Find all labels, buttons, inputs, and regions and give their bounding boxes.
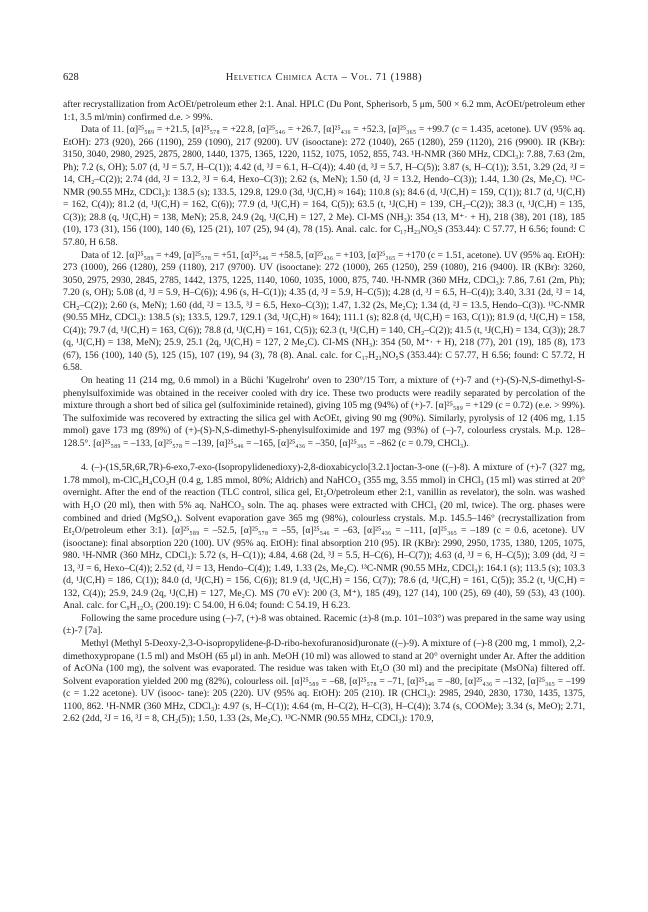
text-line: in the same way using (±)-7 [7a]. [63,612,585,637]
text-line: ¹H-NMR (360 MHz, CDCl₃): 7.86, 7.61 (2m, Ph); 7.20 (s, OH); 5.08 (d, ³J = 5.9, H–C(6)); 4.96 (s, H–C(1)); 4.35 [63,274,586,299]
text-line: MeO); 2.71, 2.62 (2dd, ²J = 16, ³J = 8, CH₂(5)); 1.50, 1.33 (2s, Me₂C). ¹³C-NMR (90.55 MHz, CDCl₃): 170.9, [63,700,586,725]
text-line: H–C(4)); 4.40 (d, ³J = 5.7, H–C(5)); 3.87 (s, H–C(1)); 3.51, 3.29 (2d, ³J = 14, CH₂–C(2)); 2.74 (dd, ²J = 13.2, [63,161,586,186]
article-body [63,99,585,726]
text-line: (d, ³J = 5.9, H–C(5)); 4.28 (d, ³J = 6.5, H–C(4)); 3.40, 3.31 (2d, ²J = 14, CH₂–C(2)); 2.60 (s, MeN); 1.60 (dd, [63,287,585,311]
text-line: Data of 12. [α]²⁵₅₈₉ = +49, [α]²⁵₅₇₈ = +51, [α]²⁵₅₄₆ = +58.5, [α]²⁵₄₃₆ = +103, [α]²⁵₃₆₅ = +170 (c = 1.51, acetone). UV [81,249,518,261]
text-line: giving 105 mg (94%) of (+)-7. [α]²⁵₅₈₉ = +129 (c = 0.72) (e.e. > 99%). The sulfoximide was recovered by extracting [63,400,586,424]
text-line: Et₂O/petroleum ether 2:1, vanillin as revelator), the soln. was washed with H₂O (20 ml), then with 5% aq. [63,487,585,511]
text-line: 4. (–)-(1S,5R,6R,7R)-6-exo,7-exo-(Isopropylidenedioxy)-2,8-dioxabicyclo[3.2.1]octan-3-one ((–)-8). A [81,462,480,474]
paragraph-racemic [63,613,585,638]
paragraph-section-4 [63,462,585,613]
text-line: CI-MS (NH₃): 354 (50, M⁺· + H), 218 (77), 201 (19), 185 (8), 173 (67), 156 (100), 140 (5), 125 (15), 107 (19), 94 (3), [63,337,585,361]
paragraph-data-11 [63,124,585,249]
text-line: On heating 11 (214 mg, 0.6 mmol) in a Büchi 'Kugelrohr' oven to 230°/15 Torr, a mixture of (+)-7 and [81,375,489,387]
text-line: mixture of (+)-7 (327 mg, 1.78 mmol), m-ClC₆H₄CO₃H (0.4 g, 1.85 mmol, 80%; Aldrich) and NaHCO₃ (355 mg, [63,462,586,486]
page-number: 628 [63,72,79,83]
paragraph-data-12 [63,250,585,375]
text-line: at 20° overnight under Ar. After the addition of AcONa (100 mg), the solvent was evaporated. The residue was [63,650,586,675]
text-line: tane): 205 (220). UV (95% aq. EtOH): 205 (210). IR (CHCl₃): 2985, 2940, 2830, 1730, 1435, 1375, 1100, 862. [63,688,585,712]
text-line: 2990, 2950, 1735, 1380, 1205, 1075, 980. ¹H-NMR (360 MHz, CDCl₃): 5.72 (s, H–C(1)); 4.84, 4.68 (2d, ³J = 5.5, [63,537,585,562]
text-line: ¹J(C,H) = 162, C(4)); 81.2 (d, ¹J(C,H) = 162, C(6)); 77.9 (d, ¹J(C,H) = 164, C(5)); 63.5 (t, ¹J(C,H) = 139, [63,186,585,211]
text-line: [α]²⁵₅₈₉ = –133, [α]²⁵₅₇₈ = –139, [α]²⁵₅₄₆ = –165, [α]²⁵₄₃₆ = –350, [α]²⁵₃₆₅ = –862 (c = 0.79, CHCl₃). [93,437,469,449]
text-line: taken with Et₂O (30 ml) and the precipitate (MsONa) filtered off. Solvent evaporation yielded 200 mg (82%), [63,663,586,687]
text-line: 78 (15). Anal. calc. for C₁₇H₂₃NO₅S (353.44): C 57.77, H 6.56; found: C 57.80, H 6.58. [63,224,586,249]
text-line: 743. ¹H-NMR (360 MHz, CDCl₃): 7.88, 7.63 (2m, Ph); 7.2 (s, OH); 5.07 (d, ³J = 5.7, H–C(1)); 4.42 (d, ³J = 6.1, [63,149,585,173]
text-line: Et₂O/petroleum ether 3:1). [α]²⁵₅₈₉ = –52.5, [α]²⁵₅₇₈ = –55, [α]²⁵₅₄₆ = –63, [α]²⁵₄₃₆ = –111, [α]²⁵₃₆₅ = –189 (c = 0.6, [63,525,529,537]
text-line: 25.9, 24.9 (2q, ¹J(C,H) = 127, Me₂C). MS (70 eV): 200 (3, M⁺), 185 (49), 127 (14), 100 (25), 69 (40), 59 (53), 43 [109,587,559,599]
text-line: (95% aq. EtOH): 273 (1000), 266 (1280), 259 (1180), 217 (9700). UV (isooctane): 272 (1000), 265 (1250), 259 (1080), [63,249,585,274]
journal-running-title: Helvetica Chimica Acta – Vol. 71 (1988) [225,72,423,83]
text-line: CDCl₃): 138.5 (s); 133.5, 129.8, 129.0 (3d, ¹J(C,H) ≈ 164); 110.8 (s); 84.6 (d, ¹J(C,H) = 159, C(1)); 81.7 (d, [139,186,554,198]
text-line: Following the same procedure using (–)-7, (+)-8 was obtained. Racemic (±)-8 (m.p. 101–103°) was prepared [81,612,498,624]
text-line: CI-MS (NH₃): 354 (13, M⁺· + H), 218 (38), 201 (18), 185 (10), 173 (31), 156 (100), 140 (6), 125 (21), 107 (25), 94 (4), [63,211,585,236]
text-line: ¹H-NMR (360 MHz, CDCl₃): 4.97 (s, H–C(1)); 4.64 (m, H–C(2), H–C(3), H–C(4)); 3.74 (s, COOMe); 3.34 (s, [106,700,535,712]
page-header [63,72,585,86]
text-line: ²J = 13.5, ³J = 6.5, Hexo–C(3)); 1.47, 1.32 (2s, Me₂C); 1.34 (d, ²J = 13.5, Hendo–C(3)). ¹³C-NMR (90.55 MHz, [63,299,586,324]
text-line: colourless oil. [α]²⁵₅₈₉ = –68, [α]²⁵₅₇₈ = –71, [α]²⁵₅₄₆ = –80, [α]²⁵₄₃₆ = –132, [α]²⁵₃₆₅ = –199 (c = 1.22 acetone). UV (isooc- [63,675,585,700]
paragraph-methyl-uronate [63,638,585,726]
text-line: ¹J(C,H) = 158, C(4)); 79.7 (d, ¹J(C,H) = 163, C(6)); 78.8 (d, ¹J(C,H) = 161, C(5)); 62.3 (t, ¹J(C,H) = 140, [63,312,586,336]
text-line: CH₂–C(2)); 38.3 (t, ¹J(C,H) = 135, C(3)); 28.8 (q, ¹J(C,H) = 138, MeN); 25.8, 24.9 (2q, ¹J(C,H) = 127, 2 Me). [63,199,586,223]
text-line: (+)-(S)-N,S-dimethyl-S-phenylsulfoximide was obtained in the receiver cooled with dry ice. These two products [63,375,585,399]
text-line: 216 (9400). IR (KBr): 3260, 3050, 2975, 2930, 2845, 2785, 1442, 1375, 1225, 1140, 1060, 1035, 1000, 875, 740. [63,262,585,286]
text-line: (1120), 216 (9900). IR (KBr): 3150, 3040, 2980, 2925, 2875, 2800, 1440, 1375, 1365, 1220, 1152, 1075, 1052, 855, [63,136,585,161]
text-line: of (+)-(S)-N,S-dimethyl-S-phenylsulfoximide and 197 mg (93%) of (–)-7, colourless crystals. M.p. 128–128.5°. [63,425,586,449]
text-line: CDCl₃): 138.5 (s); 133.5, 129.7, 129.1 (3d, ¹J(C,H) ≈ 164); 111.1 (s); 82.8 (d, ¹J(C,H) = 163, C(1)); 81.9 (d, [114,312,527,324]
text-line: H–C(6), H–C(7)); 4.63 (d, ³J = 6, H–C(5)); 3.09 (dd, ²J = 13, ³J = 6, Hexo–C(4)); 2.52 (d, ²J = 13, Hendo–C(4)); [63,550,585,574]
paragraph-pyrolysis [63,375,585,450]
text-line: ³J = 6.4, Hexo–C(3)); 2.62 (s, MeN); 1.50 (d, ²J = 13.2, Hendo–C(3)); 1.44, 1.30 (2s, Me₂C). ¹³C-NMR (90.55 MHz, [63,174,585,198]
text-line: NaHCO₃ soln. The aq. phases were extracted with CHCl₃ (20 ml, twice). The org. phases were combined and dried [63,499,585,524]
text-line: 1.49, 1.33 (2s, Me₂C). ¹³C-NMR (90.55 MHz, CDCl₃): 164.1 (s); 113.5 (s); 103.3 (d, ¹J(C,H) = 186, C(1)); 84.0 (d, [63,562,585,587]
text-line: Data of 11. [α]²⁵₅₈₉ = +21.5, [α]²⁵₅₇₈ = +22.8, [α]²⁵₅₄₆ = +26.7, [α]²⁵₄₃₆ = +52.3, [α]²⁵₃₆₅ = +99.7 (c = 1.435, acetone). [81,124,532,136]
text-line: were readily separated by percolation of the mixture through a short bed of silica gel (sulfoximinide retained), [63,387,586,412]
text-line: (200 mg, 1 mmol), 2,2-dimethoxypropane (1.5 ml) and MsOH (65 μl) in anh. MeOH (10 ml) was allowed to stand [63,637,585,662]
text-line: (100). Anal. calc. for C₉H₁₂O₅ (200.19): C 54.00, H 6.04; found: C 54.19, H 6.23. [63,587,585,612]
text-line: Methyl (Methyl 5-Deoxy-2,3-O-isopropylidene-β-D-ribo-hexofuranosid)uronate ((–)-9). A mixture of (–)-8 [81,637,493,649]
text-line: acetone). UV (isooctane): final absorption 220 (100). UV (95% aq. EtOH): final absorption 210 (95). IR (KBr): [63,525,586,549]
text-line: after recrystallization from AcOEt/petroleum ether 2:1. Anal. HPLC (Du Pont, Spherisorb, 5 μm, 500 × 6.2 mm, [63,99,494,110]
text-line: UV (95% aq. EtOH): 273 (920), 266 (1190), 259 (1090), 217 (9200). UV (isooctane): 272 (1040), 265 (1280), 259 [63,124,585,148]
text-line: 78 (8). Anal. calc. for C₁₇H₂₃NO₅S (353.44): C 57.77, H 6.56; found: C 57.72, H 6.58. [63,349,585,374]
text-line: (MgSO₄). Solvent evaporation gave 365 mg (98%), colourless crystals. M.p. 145.5–146° (recrystallization from [144,512,585,524]
text-line: 3.55 mmol) in CHCl₃ (15 ml) was stirred at 20° overnight. After the end of the reaction (TLC control, silica gel, [63,474,586,499]
text-line: the silica gel with AcOEt, giving 90 mg (90%). Similarly, pyrolysis of 12 (406 mg, 1.15 mmol) gave 173 mg (89%) [63,412,586,437]
text-line: CH₂–C(2)); 41.5 (t, ¹J(C,H) = 134, C(3)); 28.7 (q, ¹J(C,H) = 138, MeN); 25.9, 25.1 (2q, ¹J(C,H) = 127, 2 Me₂C). [63,324,586,349]
text-line: AcOEt/petroleum ether 1:1, 3.5 ml/min) confirmed d.e. > 99%. [63,99,585,123]
paragraph-hplc-analysis [63,99,585,124]
text-line: ¹J(C,H) = 156, C(6)); 81.9 (d, ¹J(C,H) = 156, C(7)); 78.6 (d, ¹J(C,H) = 161, C(5)); 35.2 (t, ¹J(C,H) = 132, C(4)); [63,575,586,599]
